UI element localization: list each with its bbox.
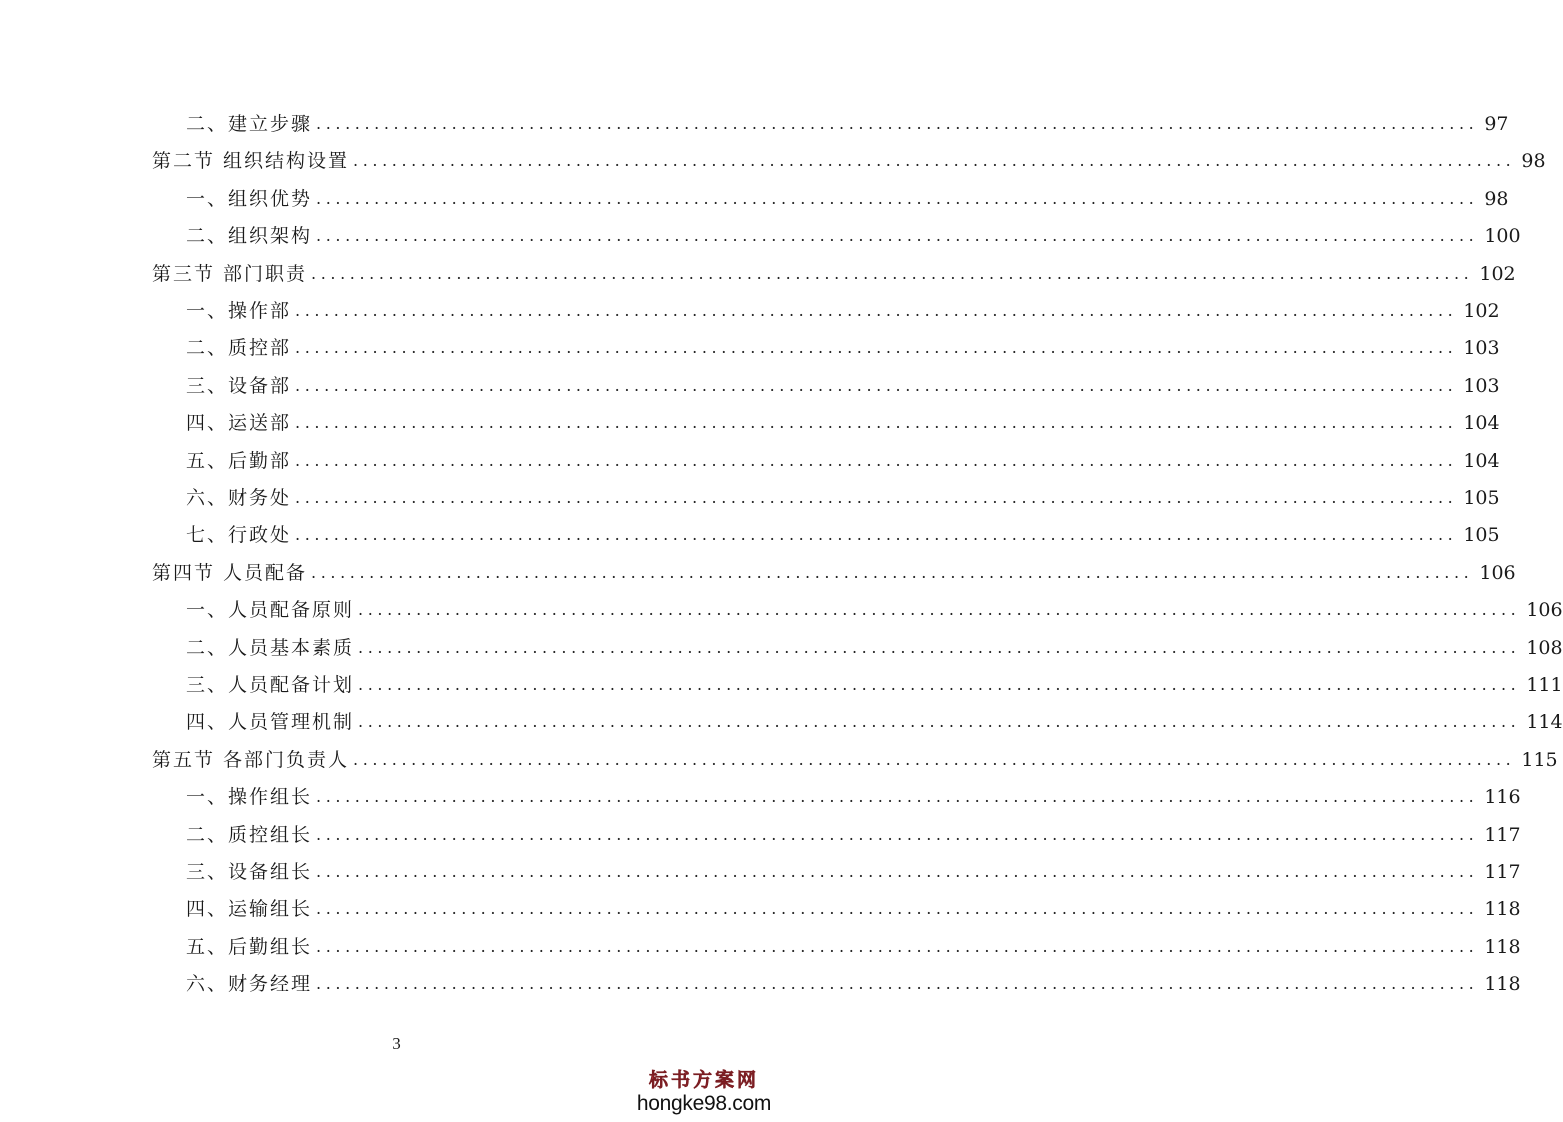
toc-section bbox=[152, 554, 1516, 584]
toc-dot-leader: ........................................................................................................................ bbox=[295, 413, 1458, 433]
toc-dot-leader: ........................................................................................................................ bbox=[358, 600, 1521, 620]
toc-label: 一、操作组长 bbox=[186, 786, 313, 809]
toc-label: 三、人员配备计划 bbox=[186, 674, 355, 696]
toc-item bbox=[186, 180, 1509, 210]
toc-page-number: 105 bbox=[1463, 487, 1500, 509]
toc-dot-leader: ........................................................................................................................ bbox=[358, 675, 1521, 694]
toc-item bbox=[186, 666, 1563, 696]
toc-label: 第五节 各部门负责人 bbox=[152, 748, 350, 771]
toc-dot-leader: ........................................................................................................................ bbox=[295, 450, 1458, 470]
toc-item bbox=[186, 703, 1563, 734]
toc-page-number: 118 bbox=[1484, 973, 1521, 996]
toc-page-number: 108 bbox=[1526, 636, 1563, 659]
toc-item bbox=[186, 479, 1500, 509]
toc-page-number: 106 bbox=[1526, 599, 1563, 622]
toc-label: 六、财务经理 bbox=[186, 973, 313, 996]
toc-page-number: 103 bbox=[1463, 337, 1500, 360]
toc-dot-leader: ........................................................................................................................ bbox=[316, 899, 1479, 919]
toc-label: 四、运输组长 bbox=[186, 898, 313, 921]
toc-dot-leader: ........................................................................................................................ bbox=[316, 936, 1479, 956]
toc-page-number: 118 bbox=[1484, 935, 1521, 958]
toc-section bbox=[152, 142, 1546, 173]
toc-dot-leader: ........................................................................................................................ bbox=[311, 562, 1474, 582]
toc-label: 三、设备部 bbox=[186, 374, 292, 397]
toc-page-number: 105 bbox=[1463, 524, 1500, 547]
toc-label: 四、人员管理机制 bbox=[186, 711, 355, 734]
toc-page-number: 104 bbox=[1463, 449, 1500, 472]
watermark-title: 标书方案网 bbox=[648, 1069, 759, 1091]
toc-item bbox=[186, 778, 1521, 809]
toc-section bbox=[152, 741, 1558, 771]
toc-page-number: 111 bbox=[1526, 674, 1563, 696]
toc-section bbox=[152, 255, 1516, 285]
toc-label: 第三节 部门职责 bbox=[152, 262, 308, 285]
toc-item bbox=[186, 217, 1521, 248]
watermark-site: hongke98.com bbox=[636, 1092, 772, 1115]
toc-label: 二、人员基本素质 bbox=[186, 636, 355, 659]
toc-dot-leader: ........................................................................................................................ bbox=[316, 862, 1479, 881]
toc-item bbox=[186, 965, 1521, 996]
toc-dot-leader: ........................................................................................................................ bbox=[316, 974, 1479, 994]
toc-dot-leader: ........................................................................................................................ bbox=[316, 114, 1479, 133]
toc-item bbox=[186, 404, 1500, 435]
toc-page-number: 118 bbox=[1484, 898, 1521, 921]
toc-dot-leader: ........................................................................................................................ bbox=[295, 525, 1458, 545]
toc-page-number: 117 bbox=[1484, 861, 1521, 883]
toc-dot-leader: ........................................................................................................................ bbox=[353, 151, 1516, 171]
toc-page-number: 103 bbox=[1463, 374, 1500, 397]
toc-label: 二、质控部 bbox=[186, 337, 292, 360]
watermark-logo bbox=[629, 1068, 779, 1116]
toc-label: 一、操作部 bbox=[186, 300, 292, 322]
toc-label: 二、组织架构 bbox=[186, 225, 313, 248]
toc-label: 二、建立步骤 bbox=[186, 113, 313, 135]
toc-label: 第四节 人员配备 bbox=[152, 561, 308, 584]
toc-dot-leader: ........................................................................................................................ bbox=[316, 226, 1479, 246]
toc-dot-leader: ........................................................................................................................ bbox=[316, 824, 1479, 844]
toc-dot-leader: ........................................................................................................................ bbox=[358, 712, 1521, 732]
toc-item bbox=[186, 853, 1521, 883]
page-number: 3 bbox=[392, 1034, 401, 1053]
toc-item bbox=[186, 516, 1500, 547]
toc-item bbox=[186, 591, 1563, 622]
toc-page-number: 115 bbox=[1521, 748, 1558, 771]
toc-dot-leader: ........................................................................................................................ bbox=[316, 188, 1479, 208]
toc-item bbox=[186, 105, 1509, 135]
toc-item bbox=[186, 629, 1563, 659]
toc-page-number: 102 bbox=[1479, 262, 1516, 285]
toc-label: 第二节 组织结构设置 bbox=[152, 150, 350, 173]
toc-page-number: 98 bbox=[1521, 150, 1546, 173]
toc-label: 六、财务处 bbox=[186, 487, 292, 509]
toc-label: 二、质控组长 bbox=[186, 823, 313, 846]
toc-item bbox=[186, 928, 1521, 958]
toc-dot-leader: ........................................................................................................................ bbox=[295, 488, 1458, 507]
toc-label: 一、组织优势 bbox=[186, 187, 313, 210]
toc-label: 七、行政处 bbox=[186, 524, 292, 547]
toc-dot-leader: ........................................................................................................................ bbox=[295, 301, 1458, 320]
toc-page-number: 116 bbox=[1484, 786, 1521, 809]
toc-item bbox=[186, 292, 1500, 322]
toc-page-number: 97 bbox=[1484, 113, 1509, 135]
toc-item bbox=[186, 329, 1500, 360]
toc-dot-leader: ........................................................................................................................ bbox=[295, 338, 1458, 358]
toc-label: 五、后勤组长 bbox=[186, 935, 313, 958]
toc-dot-leader: ........................................................................................................................ bbox=[311, 263, 1474, 283]
toc-item bbox=[186, 890, 1521, 921]
toc-page-number: 98 bbox=[1484, 187, 1509, 210]
toc-dot-leader: ........................................................................................................................ bbox=[316, 787, 1479, 807]
toc-label: 三、设备组长 bbox=[186, 861, 313, 883]
toc-page-number: 114 bbox=[1526, 711, 1563, 734]
toc-label: 四、运送部 bbox=[186, 412, 292, 435]
toc-page-number: 117 bbox=[1484, 823, 1521, 846]
toc-label: 一、人员配备原则 bbox=[186, 599, 355, 622]
toc-item bbox=[186, 816, 1521, 846]
toc-page-number: 104 bbox=[1463, 412, 1500, 435]
toc-page-number: 106 bbox=[1479, 561, 1516, 584]
toc-page-number: 102 bbox=[1463, 300, 1500, 322]
toc-dot-leader: ........................................................................................................................ bbox=[353, 749, 1516, 769]
toc-page-number: 100 bbox=[1484, 225, 1521, 248]
toc-dot-leader: ........................................................................................................................ bbox=[295, 375, 1458, 395]
toc-dot-leader: ........................................................................................................................ bbox=[358, 637, 1521, 657]
toc-label: 五、后勤部 bbox=[186, 449, 292, 472]
toc-item bbox=[186, 442, 1500, 472]
toc-item bbox=[186, 367, 1500, 397]
